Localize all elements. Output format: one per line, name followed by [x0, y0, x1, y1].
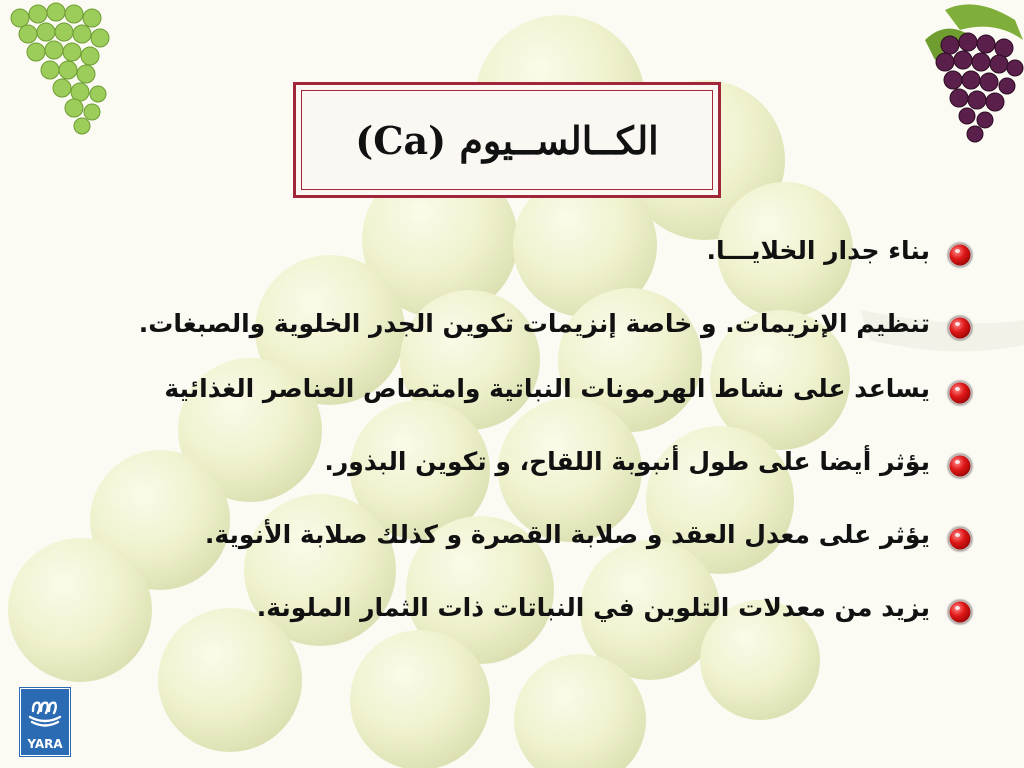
bullet-icon [948, 381, 972, 405]
green-grapes-icon [0, 0, 125, 145]
list-item [42, 443, 972, 480]
bullet-icon [948, 316, 972, 340]
bullet-text: يزيد من معدلات التلوين في النباتات ذات الثمار الملونة. [256, 593, 930, 622]
bullet-list [42, 232, 972, 662]
bullet-text: يؤثر أيضا على طول أنبوبة اللقاح، و تكوين البذور. [324, 447, 930, 476]
viking-ship-icon [27, 695, 63, 731]
list-item [42, 232, 972, 269]
bullet-text: تنظيم الإنزيمات. و خاصة إنزيمات تكوين الجدر الخلوية والصبغات. [138, 309, 930, 338]
list-item [42, 516, 972, 553]
bullet-text: يساعد على نشاط الهرمونات النباتية وامتصاص العناصر الغذائية [164, 374, 930, 403]
slide-title: الكــالســيوم (Ca) [355, 117, 659, 163]
bullet-text: بناء جدار الخلايـــا. [706, 236, 930, 265]
bullet-icon [948, 243, 972, 267]
purple-grapes-icon [925, 0, 1024, 148]
list-item [42, 370, 972, 407]
title-frame [293, 82, 721, 198]
bullet-icon [948, 454, 972, 478]
list-item [42, 589, 972, 626]
bullet-icon [948, 527, 972, 551]
list-item [42, 305, 972, 342]
title-inner-border [301, 90, 713, 190]
yara-logo [20, 688, 70, 756]
bullet-icon [948, 600, 972, 624]
logo-text: YARA [27, 737, 63, 751]
bullet-text: يؤثر على معدل العقد و صلابة القصرة و كذلك صلابة الأنوية. [204, 520, 930, 549]
